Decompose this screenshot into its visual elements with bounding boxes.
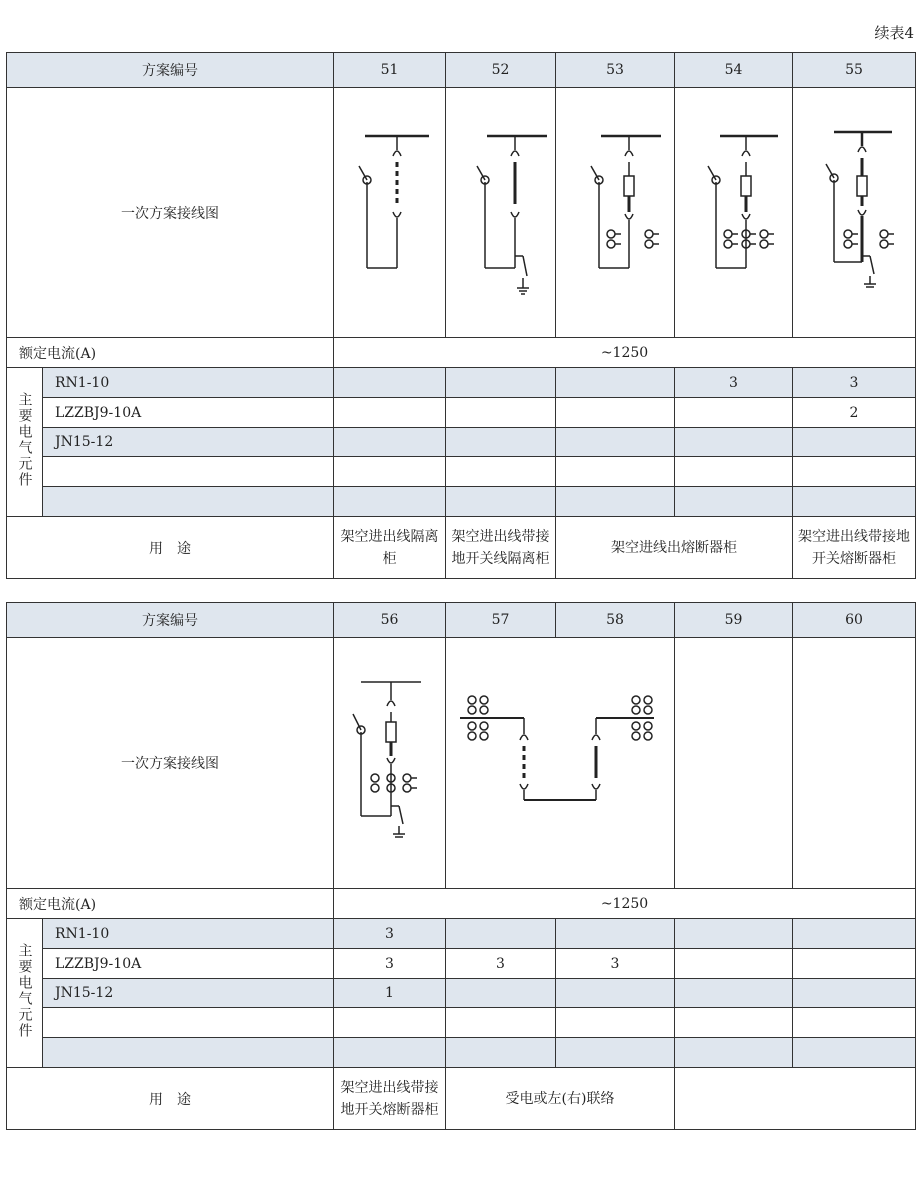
component-qty: [793, 457, 916, 487]
component-qty: [446, 398, 556, 428]
component-qty: [675, 1038, 793, 1068]
usage-text: 受电或左(右)联络: [446, 1068, 675, 1130]
component-qty: [446, 1038, 556, 1068]
rated-current-label: 额定电流(A): [7, 338, 334, 368]
component-qty: [675, 457, 793, 487]
component-qty: 3: [556, 949, 675, 979]
component-qty: [556, 457, 675, 487]
component-name: JN15-12: [43, 979, 334, 1008]
component-qty: 3: [446, 949, 556, 979]
component-qty: [675, 949, 793, 979]
component-row: [7, 949, 916, 979]
diagram-label: 一次方案接线图: [7, 88, 334, 338]
scheme-number: 58: [556, 603, 675, 638]
component-qty: [556, 1008, 675, 1038]
component-qty: [793, 428, 916, 457]
wiring-diagram-54: [675, 88, 793, 338]
component-qty: [446, 1008, 556, 1038]
usage-text: [675, 1068, 916, 1130]
wiring-diagram-51: [334, 88, 446, 338]
component-qty: [446, 919, 556, 949]
component-name: [43, 1038, 334, 1068]
scheme-number: 52: [446, 53, 556, 88]
component-qty: [675, 487, 793, 517]
component-qty: [334, 428, 446, 457]
component-name: RN1-10: [43, 368, 334, 398]
component-name: [43, 1008, 334, 1038]
diagram-label: 一次方案接线图: [7, 638, 334, 889]
component-row: [7, 979, 916, 1008]
component-qty: [334, 1008, 446, 1038]
scheme-number-label: 方案编号: [7, 53, 334, 88]
scheme-number: 57: [446, 603, 556, 638]
component-name: LZZBJ9-10A: [43, 398, 334, 428]
usage-label: 用 途: [7, 1068, 334, 1130]
component-qty: [793, 1008, 916, 1038]
component-name: [43, 487, 334, 517]
scheme-number: 53: [556, 53, 675, 88]
component-name: [43, 457, 334, 487]
component-qty: [556, 487, 675, 517]
component-qty: [556, 919, 675, 949]
rated-current-value: ~1250: [334, 338, 916, 368]
wiring-diagram-60: [793, 638, 916, 889]
component-qty: 1: [334, 979, 446, 1008]
usage-text: 架空进出线带接地开关线隔离柜: [446, 517, 556, 579]
scheme-number: 54: [675, 53, 793, 88]
component-qty: [446, 979, 556, 1008]
diagram-row: [7, 638, 916, 889]
component-qty: [675, 919, 793, 949]
component-row: [7, 428, 916, 457]
main-components-group-label: 主要电气元件: [7, 919, 43, 1068]
component-qty: [556, 368, 675, 398]
usage-text: 架空进出线带接地开关熔断器柜: [334, 1068, 446, 1130]
scheme-number: 51: [334, 53, 446, 88]
component-qty: [793, 487, 916, 517]
rated-current-value: ~1250: [334, 889, 916, 919]
usage-label: 用 途: [7, 517, 334, 579]
component-qty: 3: [334, 919, 446, 949]
component-qty: [446, 487, 556, 517]
scheme-table-2: [6, 602, 916, 1130]
component-row: [7, 919, 916, 949]
scheme-number: 55: [793, 53, 916, 88]
wiring-diagram-52: [446, 88, 556, 338]
component-qty: [675, 979, 793, 1008]
wiring-diagram-53: [556, 88, 675, 338]
component-qty: [675, 1008, 793, 1038]
rated-current-label: 额定电流(A): [7, 889, 334, 919]
component-qty: [675, 428, 793, 457]
component-qty: [446, 457, 556, 487]
wiring-diagram-56: [334, 638, 446, 889]
component-row: [7, 398, 916, 428]
scheme-number-label: 方案编号: [7, 603, 334, 638]
component-qty: 3: [334, 949, 446, 979]
usage-row: [7, 1068, 916, 1130]
component-qty: [556, 428, 675, 457]
component-qty: [334, 1038, 446, 1068]
scheme-number: 60: [793, 603, 916, 638]
component-row: [7, 1008, 916, 1038]
component-qty: [446, 368, 556, 398]
component-qty: [793, 1038, 916, 1068]
usage-text: 架空进出线带接地开关熔断器柜: [793, 517, 916, 579]
rated-current-row: [7, 338, 916, 368]
usage-text: 架空进出线隔离柜: [334, 517, 446, 579]
header-row: [7, 53, 916, 88]
component-qty: [793, 979, 916, 1008]
scheme-number: 56: [334, 603, 446, 638]
component-row: [7, 368, 916, 398]
component-qty: [556, 979, 675, 1008]
component-qty: [793, 949, 916, 979]
component-qty: [793, 919, 916, 949]
component-name: LZZBJ9-10A: [43, 949, 334, 979]
scheme-number: 59: [675, 603, 793, 638]
diagram-row: [7, 88, 916, 338]
component-row: [7, 487, 916, 517]
main-components-group-label: 主要电气元件: [7, 368, 43, 517]
component-row: [7, 1038, 916, 1068]
component-qty: [334, 398, 446, 428]
wiring-diagram-59: [675, 638, 793, 889]
component-qty: 3: [675, 368, 793, 398]
component-qty: 2: [793, 398, 916, 428]
rated-current-row: [7, 889, 916, 919]
continued-label: 续表4: [874, 24, 914, 42]
wiring-diagram-57-58: [446, 638, 675, 889]
component-name: RN1-10: [43, 919, 334, 949]
component-name: JN15-12: [43, 428, 334, 457]
component-qty: [446, 428, 556, 457]
component-qty: [334, 368, 446, 398]
component-qty: [334, 457, 446, 487]
usage-text: 架空进线出熔断器柜: [556, 517, 793, 579]
component-qty: [334, 487, 446, 517]
component-qty: [556, 1038, 675, 1068]
scheme-table-1: [6, 52, 916, 579]
component-qty: [556, 398, 675, 428]
component-qty: 3: [793, 368, 916, 398]
header-row: [7, 603, 916, 638]
usage-row: [7, 517, 916, 579]
wiring-diagram-55: [793, 88, 916, 338]
component-qty: [675, 398, 793, 428]
component-row: [7, 457, 916, 487]
